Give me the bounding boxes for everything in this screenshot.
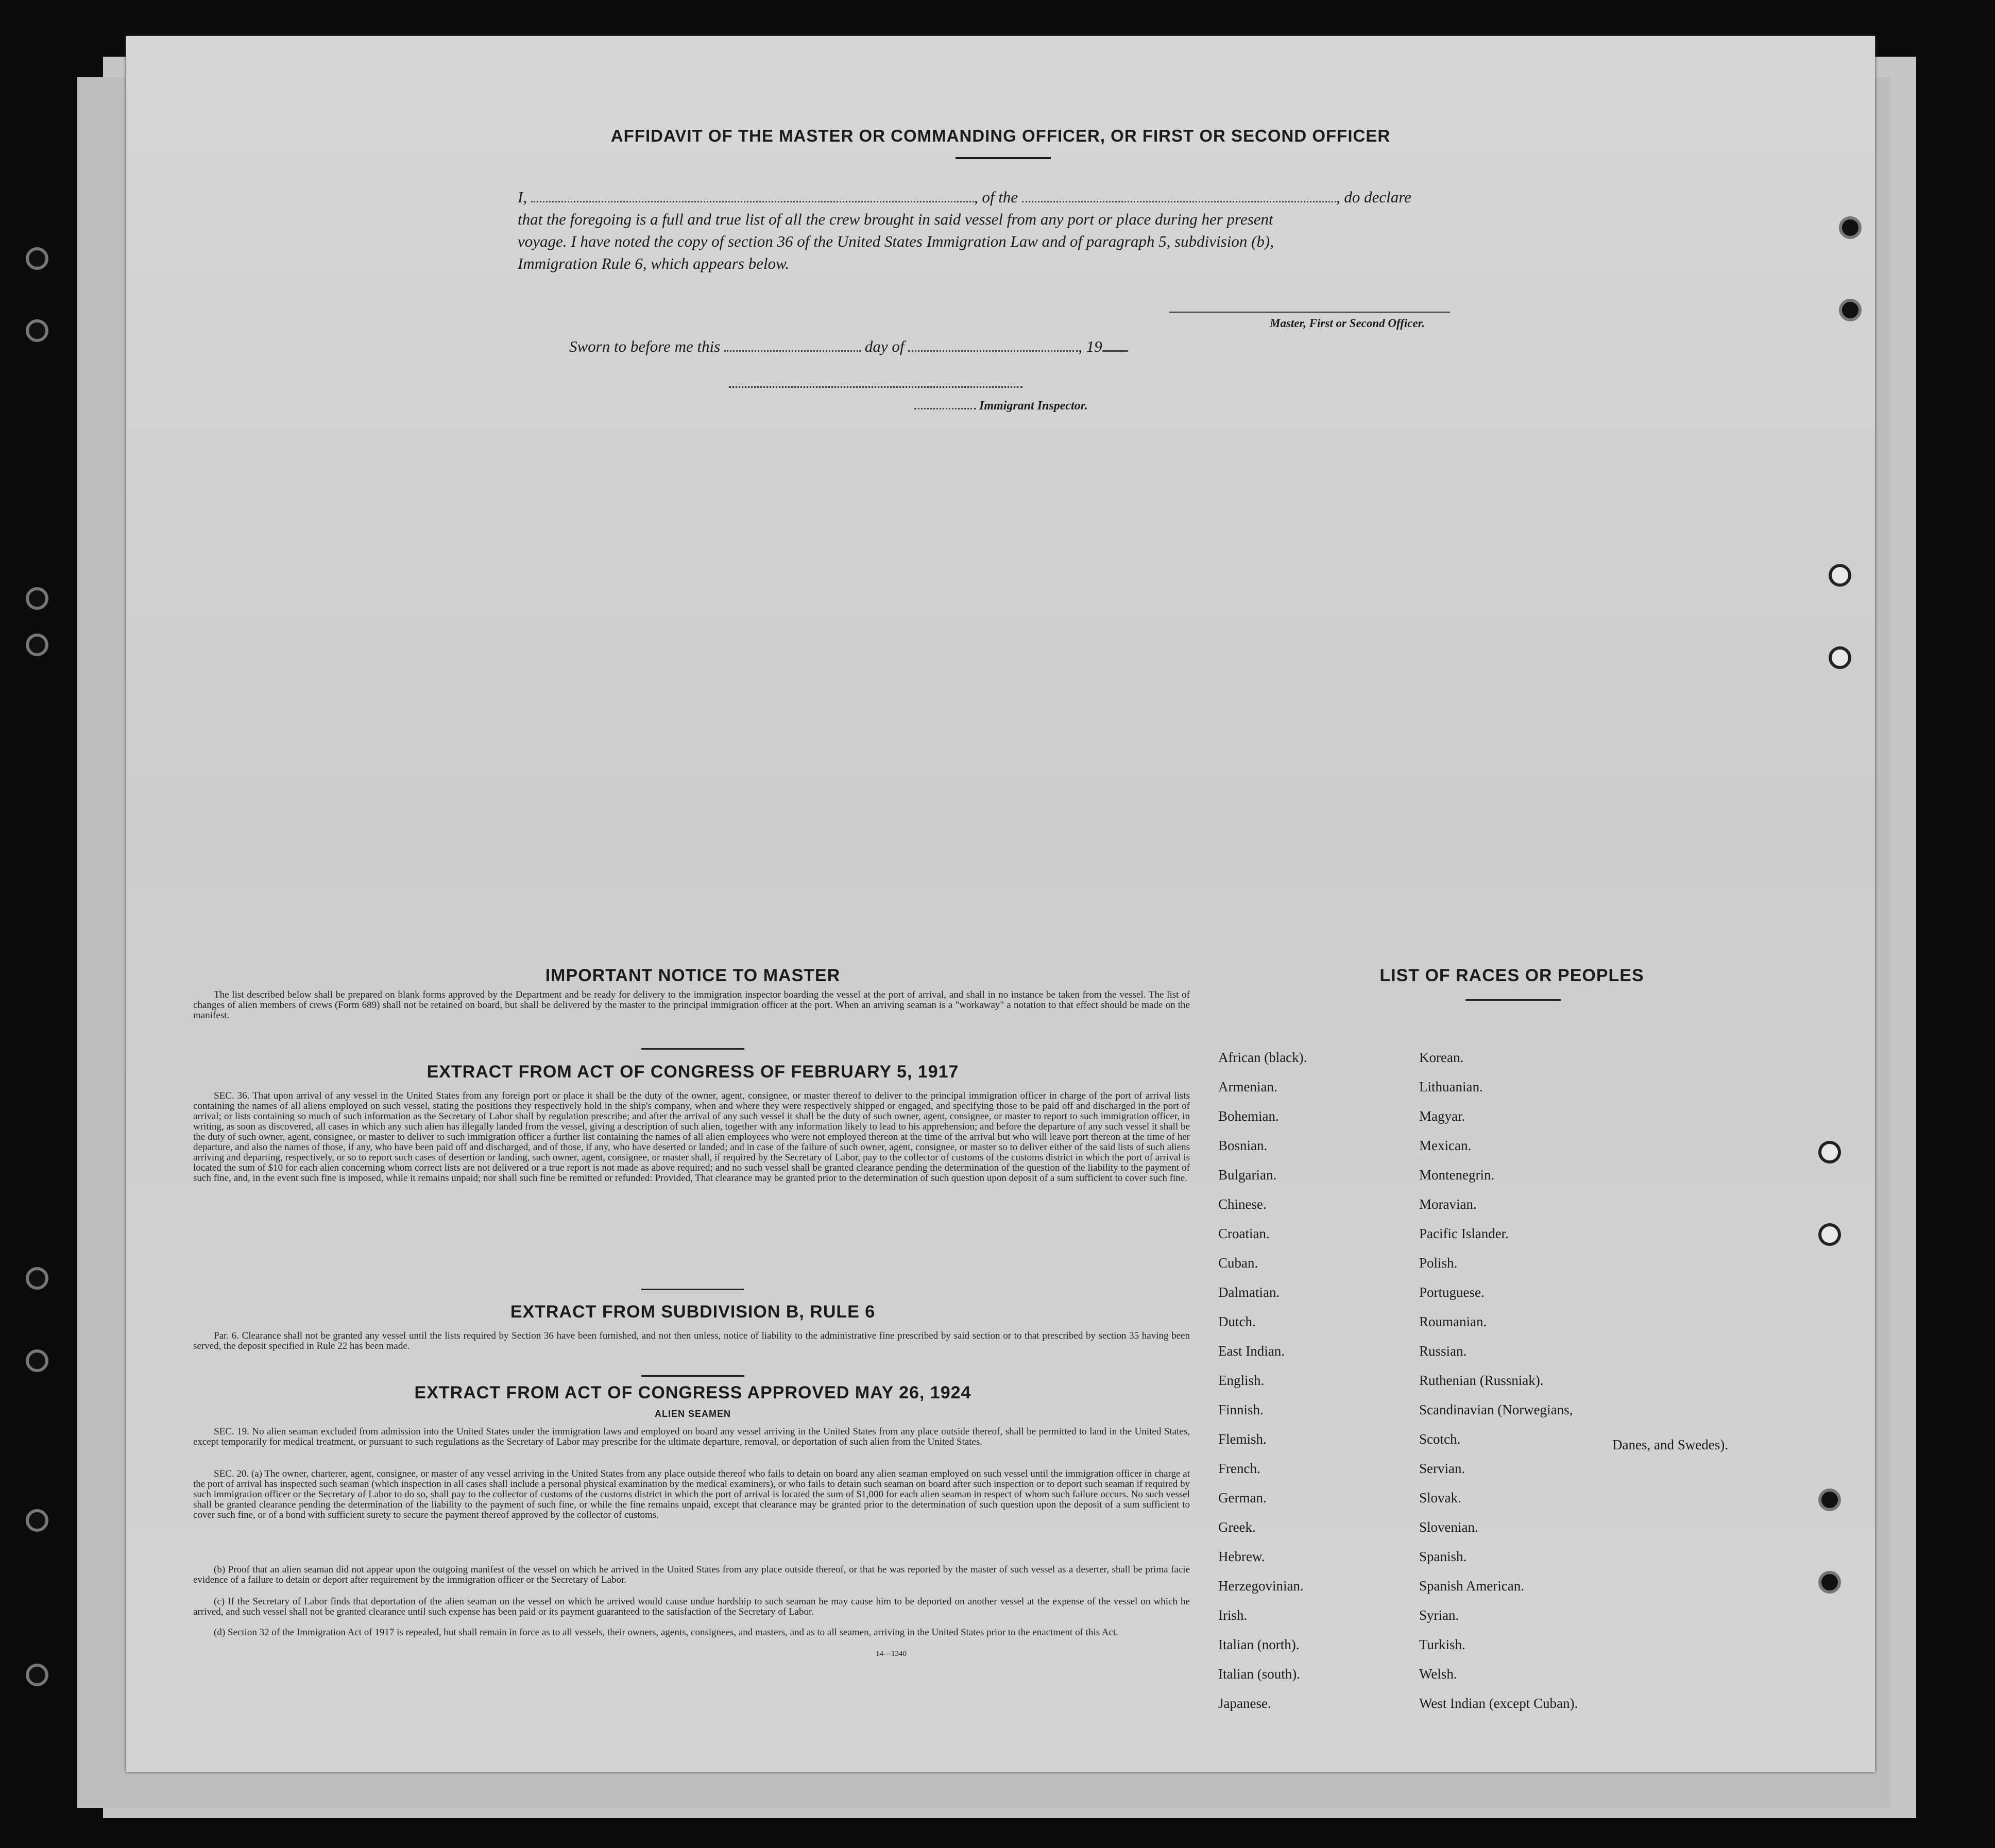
extract-1924-title: EXTRACT FROM ACT OF CONGRESS APPROVED MAY 26, 1924 [414, 1383, 971, 1402]
name-blank[interactable] [531, 201, 974, 202]
races-rule [1465, 999, 1561, 1001]
race-item: Moravian. [1419, 1196, 1477, 1212]
binder-hole [1818, 1141, 1841, 1163]
race-item: Slovak. [1419, 1490, 1461, 1505]
binder-hole [26, 1509, 48, 1532]
notice-text: The list described below shall be prepared on blank forms approved by the Department and be ready for delivery to the immigration inspector boarding the vessel at the port of arrival, and shall in no instance be taken from the vessel. The list of changes of alien members of crews (Form 689) shall not be retained on board, but shall be delivered by the master to the principal immigration officer at the port. When an arriving seaman is a "workaway" a notation to that effect should be made on the manifest. [193, 989, 1190, 1021]
race-item: Italian (south). [1218, 1666, 1300, 1682]
race-item: Croatian. [1218, 1226, 1270, 1241]
sec20b-text: (b) Proof that an alien seaman did not appear upon the outgoing manifest of the vessel on which he arrived in the United States from any place outside thereof, or that he was reported by the master of such vessel as a deserter, shall be prima facie evidence of a failure to detain or deport after requirement by the immigration officer or the Secretary of Labor. [193, 1564, 1190, 1585]
form-number: 14—1340 [876, 1650, 907, 1658]
race-item: Magyar. [1419, 1108, 1465, 1124]
extract-1917-rule [641, 1289, 744, 1290]
race-item: Spanish American. [1419, 1578, 1524, 1594]
race-item: Portuguese. [1419, 1285, 1485, 1300]
race-item: Italian (north). [1218, 1637, 1300, 1652]
binder-hole [26, 587, 48, 610]
race-item: Syrian. [1419, 1607, 1459, 1623]
vessel-blank[interactable] [1022, 201, 1336, 202]
affidavit-i: I, [518, 188, 527, 206]
race-item: Pacific Islander. [1419, 1226, 1509, 1241]
race-item: English. [1218, 1373, 1265, 1388]
race-item: Bosnian. [1218, 1138, 1268, 1153]
race-item-continuation: Danes, and Swedes). [1612, 1437, 1728, 1452]
notice-title: IMPORTANT NOTICE TO MASTER [545, 966, 841, 985]
race-item: Russian. [1419, 1343, 1467, 1359]
binder-hole [1818, 1223, 1841, 1246]
race-item: Mexican. [1419, 1138, 1472, 1153]
race-item: Ruthenian (Russniak). [1419, 1373, 1544, 1388]
race-item: Irish. [1218, 1607, 1248, 1623]
race-item: Welsh. [1419, 1666, 1457, 1682]
binder-hole [26, 1664, 48, 1686]
sec20c-text: (c) If the Secretary of Labor finds that deportation of the alien seaman on the vessel on which he arrived would cause undue hardship to such seaman he may cause him to be deported on another vessel at the expense of the vessel on which he arrived, and such vessel shall not be granted clearance until such expense has been paid or its payment guaranteed to the satisfaction of the Secretary of Labor. [193, 1596, 1190, 1617]
month-blank[interactable] [908, 350, 1078, 352]
binder-hole [1829, 564, 1851, 587]
sworn-text: Sworn to before me this [569, 337, 721, 355]
binder-hole [1818, 1488, 1841, 1511]
extract-1917-text: SEC. 36. That upon arrival of any vessel in the United States from any foreign port or place it shall be the duty of the owner, agent, consignee, or master thereof to deliver to the principal immigration officer in charge of the port of arrival lists containing the names of all aliens employed on such vessel, stating the positions they respectively hold in the ship's company, when and where they were respectively shipped or engaged, and specifying those to be paid off and discharged in the port of arrival; or lists containing so much of such information as the Secretary of Labor shall by regulation prescribe; and after the arrival of any such vessel it shall be the duty of such owner, agent, consignee, or master to report to such immigration officer, in writing, as soon as discovered, all cases in which any such alien has illegally landed from the vessel, giving a description of such alien, together with any information likely to lead to his apprehension; and before the departure of any such vessel it shall be the duty of such owner, agent, consignee, or master to deliver to such immigration officer a further list containing the names of all alien employees who were not employed thereon at the time of the arrival but who will leave port thereon at the time of her departure, and also the names of those, if any, who have been paid off and discharged, and of those, if any, who have deserted or landed; and in case of the failure of such owner, agent, consignee, or master so to deliver either of the said lists of such aliens arriving and departing, respectively, or so to report such cases of desertion or landing, such owner, agent, consignee, or master shall, if required by the Secretary of Labor, pay to the collector of customs of the customs district in which the port of arrival is located the sum of $10 for each alien concerning whom correct lists are not delivered or a true report is not made as above required; and no such vessel shall be granted clearance pending the determination of the question of the liability to the payment of such fine, and, in the event such fine is imposed, while it remains unpaid; nor shall such fine be remitted or refunded: Provided, That clearance may be granted prior to the determination of such question upon deposit of a sum sufficient to cover such fine. [193, 1090, 1190, 1184]
alien-seamen-subtitle: ALIEN SEAMEN [654, 1409, 731, 1419]
affidavit-do-declare: , do declare [1336, 188, 1411, 206]
manifest-sheet [126, 36, 1875, 1772]
binder-hole [26, 1267, 48, 1290]
sec20d-text: (d) Section 32 of the Immigration Act of 1917 is repealed, but shall remain in force as to all vessels, their owners, agents, consignees, and masters, and as to all seamen, arriving in the United States prior to the enactment of this Act. [214, 1627, 1118, 1638]
binder-hole [26, 634, 48, 656]
race-item: Bulgarian. [1218, 1167, 1277, 1183]
race-item: German. [1218, 1490, 1267, 1505]
extract-rule6-text: Par. 6. Clearance shall not be granted any vessel until the lists required by Section 36 have been furnished, and not then unless, notice of liability to the administrative fine prescribed by said section or to that prescribed by section 35 having been served, the deposit specified in Rule 22 has been made. [193, 1330, 1190, 1351]
day-of-text: day of [864, 337, 905, 355]
races-title: LIST OF RACES OR PEOPLES [1379, 966, 1644, 985]
affidavit-line-2: that the foregoing is a full and true list of all the crew brought in said vessel from any port or place during her present [518, 210, 1273, 228]
race-item: Greek. [1218, 1519, 1256, 1535]
race-item: Flemish. [1218, 1431, 1267, 1447]
sworn-line [569, 337, 1128, 356]
affidavit-line-1 [518, 188, 1411, 207]
day-blank[interactable] [724, 350, 861, 352]
year-blank[interactable] [1102, 350, 1128, 352]
affidavit-of-the: , of the [974, 188, 1018, 206]
race-item: Spanish. [1419, 1549, 1467, 1564]
race-item: African (black). [1218, 1050, 1307, 1065]
inspector-dots [914, 408, 976, 409]
binder-hole [1818, 1571, 1841, 1594]
race-item: East Indian. [1218, 1343, 1285, 1359]
race-item: Scotch. [1419, 1431, 1461, 1447]
affidavit-title: AFFIDAVIT OF THE MASTER OR COMMANDING OFFICER, OR FIRST OR SECOND OFFICER [610, 126, 1391, 145]
binder-hole [26, 247, 48, 270]
race-item: Scandinavian (Norwegians, [1419, 1402, 1573, 1417]
extract-1917-title: EXTRACT FROM ACT OF CONGRESS OF FEBRUARY 5, 1917 [427, 1062, 959, 1082]
race-item: Hebrew. [1218, 1549, 1265, 1564]
race-item: Armenian. [1218, 1079, 1277, 1094]
sec20a-text: SEC. 20. (a) The owner, charterer, agent, consignee, or master of any vessel arriving in the United States from any place outside thereof who fails to detain on board any alien seaman employed on such vessel until the immigration officer in charge at the port of arrival has inspected such seaman (which inspection in all cases shall include a personal physical examination by the medical examiners), or who fails to detain such seaman on board after such inspection or to deport such seaman if required by such immigration officer or the Secretary of Labor to do so, shall pay to the collector of customs of the customs district in which the port of arrival is located the sum of $1,000 for each alien seaman in respect of whom such failure occurs. No such vessel shall be granted clearance pending the determination of the liability to the payment of such fine, or while the fine remains unpaid, except that clearance may be granted prior to the determination of such question upon the deposit of a sum sufficient to cover such fine, or of a bond with sufficient surety to secure the payment thereof approved by the collector of customs. [193, 1468, 1190, 1520]
race-item: Polish. [1419, 1255, 1458, 1271]
race-item: Roumanian. [1419, 1314, 1487, 1329]
race-item: Herzegovinian. [1218, 1578, 1304, 1594]
race-item: Bohemian. [1218, 1108, 1279, 1124]
race-item: Dalmatian. [1218, 1285, 1280, 1300]
inspector-label: Immigrant Inspector. [979, 399, 1088, 413]
year-text: , 19 [1078, 337, 1102, 355]
master-signature-label: Master, First or Second Officer. [1270, 317, 1425, 330]
race-item: Cuban. [1218, 1255, 1258, 1271]
notice-rule [641, 1048, 744, 1050]
binder-hole [26, 1349, 48, 1372]
race-item: Lithuanian. [1419, 1079, 1483, 1094]
race-item: Korean. [1419, 1050, 1464, 1065]
binder-hole [1829, 646, 1851, 669]
race-item: French. [1218, 1461, 1260, 1476]
race-item: Slovenian. [1419, 1519, 1478, 1535]
race-item: Montenegrin. [1419, 1167, 1495, 1183]
binder-hole [1839, 299, 1862, 321]
race-item: Dutch. [1218, 1314, 1256, 1329]
affidavit-line-4: Immigration Rule 6, which appears below. [518, 254, 790, 272]
race-item: Finnish. [1218, 1402, 1264, 1417]
race-item: West Indian (except Cuban). [1419, 1696, 1578, 1711]
sec19-text: SEC. 19. No alien seaman excluded from admission into the United States under the immigration laws and employed on board any vessel arriving in the United States from any place outside thereof, shall be permitted to land in the United States, except temporarily for medical treatment, or pursuant to such regulations as the Secretary of Labor may prescribe for the ultimate departure, removal, or deportation of such alien from the United States. [193, 1426, 1190, 1447]
binder-hole [26, 319, 48, 342]
inspector-line [914, 399, 1088, 413]
binder-hole [1839, 216, 1862, 239]
inspector-signature-line[interactable] [729, 386, 1022, 388]
title-rule [956, 157, 1051, 159]
extract-rule6-rule [641, 1375, 744, 1377]
race-item: Chinese. [1218, 1196, 1267, 1212]
master-signature-line[interactable] [1169, 312, 1450, 313]
race-item: Japanese. [1218, 1696, 1271, 1711]
extract-rule6-title: EXTRACT FROM SUBDIVISION B, RULE 6 [510, 1302, 876, 1322]
affidavit-line-3: voyage. I have noted the copy of section 36 of the United States Immigration Law and of paragraph 5, subdivision (b), [518, 232, 1274, 250]
race-item: Turkish. [1419, 1637, 1465, 1652]
race-item: Servian. [1419, 1461, 1465, 1476]
